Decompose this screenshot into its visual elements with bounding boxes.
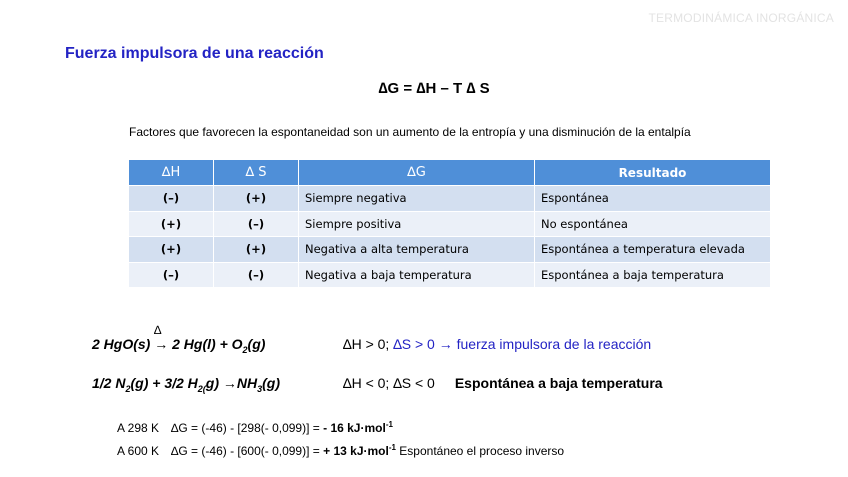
reaction2-part: g) →NH bbox=[205, 375, 258, 391]
heat-delta-label: ∆ bbox=[154, 323, 162, 337]
cell-dh: (+) bbox=[129, 237, 214, 263]
cell-dh: (–) bbox=[129, 262, 214, 288]
cell-dg: Negativa a baja temperatura bbox=[299, 262, 535, 288]
subscript: 2 bbox=[242, 344, 248, 355]
cell-resultado: Espontánea a temperatura elevada bbox=[535, 237, 771, 263]
cell-resultado: Espontánea a baja temperatura bbox=[535, 262, 771, 288]
intro-text: Factores que favorecen la espontaneidad son un aumento de la entropía y una disminución de la entalpía bbox=[129, 125, 691, 139]
subscript: 3 bbox=[257, 383, 263, 394]
gibbs-formula: ∆G = ∆H – T ∆ S bbox=[378, 80, 490, 97]
reaction1-reactants: 2 HgO(s) bbox=[92, 336, 155, 352]
cell-resultado: No espontánea bbox=[535, 211, 771, 237]
cell-ds: (+) bbox=[214, 186, 299, 212]
subscript: 2 bbox=[125, 383, 131, 394]
cell-ds: (–) bbox=[214, 211, 299, 237]
calc-exponent: -1 bbox=[388, 443, 396, 452]
column-header-ds: ∆ S bbox=[214, 160, 299, 186]
column-header-dh: ∆H bbox=[129, 160, 214, 186]
cell-resultado: Espontánea bbox=[535, 186, 771, 212]
table-row bbox=[129, 262, 771, 288]
cell-dh: (–) bbox=[129, 186, 214, 212]
reaction2-part: 1/2 N bbox=[92, 375, 126, 391]
reaction1-products-state: (g) bbox=[247, 336, 266, 352]
column-header-resultado: Resultado bbox=[535, 160, 771, 186]
cell-dg: Negativa a alta temperatura bbox=[299, 237, 535, 263]
calculation-298k bbox=[117, 420, 393, 435]
reaction-hgo-decomposition bbox=[92, 323, 266, 355]
reaction2-part: (g) + 3/2 H bbox=[130, 375, 198, 391]
column-header-dg: ∆G bbox=[299, 160, 535, 186]
cell-ds: (–) bbox=[214, 262, 299, 288]
calc-result: - 16 kJ·mol bbox=[323, 421, 386, 435]
table-row bbox=[129, 186, 771, 212]
calc-result: + 13 kJ·mol bbox=[323, 444, 389, 458]
table-row bbox=[129, 237, 771, 263]
cell-dg: Siempre positiva bbox=[299, 211, 535, 237]
calc-exponent: -1 bbox=[385, 420, 393, 429]
table-header-row bbox=[129, 160, 771, 186]
slide-title: Fuerza impulsora de una reacción bbox=[65, 45, 324, 62]
reaction2-condition-result: Espontánea a baja temperatura bbox=[454, 375, 663, 391]
calc-expression: ∆G = (-46) - [298(- 0,099)] = bbox=[171, 421, 324, 435]
cell-dg: Siempre negativa bbox=[299, 186, 535, 212]
cell-dh: (+) bbox=[129, 211, 214, 237]
reaction2-part: (g) bbox=[262, 375, 281, 391]
header-label: TERMODINÁMICA INORGÁNICA bbox=[648, 11, 834, 25]
calc-temperature: A 298 K bbox=[117, 421, 160, 435]
reaction1-condition bbox=[343, 336, 651, 352]
reaction2-condition-signs: ∆H < 0; ∆S < 0 bbox=[343, 375, 435, 391]
calc-expression: ∆G = (-46) - [600(- 0,099)] = bbox=[171, 444, 324, 458]
spontaneity-table bbox=[128, 159, 771, 288]
reaction-ammonia-synthesis bbox=[92, 375, 280, 394]
table-row bbox=[129, 211, 771, 237]
subscript: 2( bbox=[197, 383, 206, 394]
reaction1-products: 2 Hg(l) + O bbox=[168, 336, 243, 352]
reaction1-driving-force: ∆S > 0 → fuerza impulsora de la reacción bbox=[393, 336, 652, 352]
calc-temperature: A 600 K bbox=[117, 444, 160, 458]
reaction1-condition-dh: ∆H > 0; bbox=[343, 336, 394, 352]
calc-note: Espontáneo el proceso inverso bbox=[395, 444, 565, 458]
cell-ds: (+) bbox=[214, 237, 299, 263]
reaction-arrow: → bbox=[154, 336, 169, 352]
calculation-600k bbox=[117, 443, 564, 458]
reaction2-condition bbox=[343, 375, 663, 391]
